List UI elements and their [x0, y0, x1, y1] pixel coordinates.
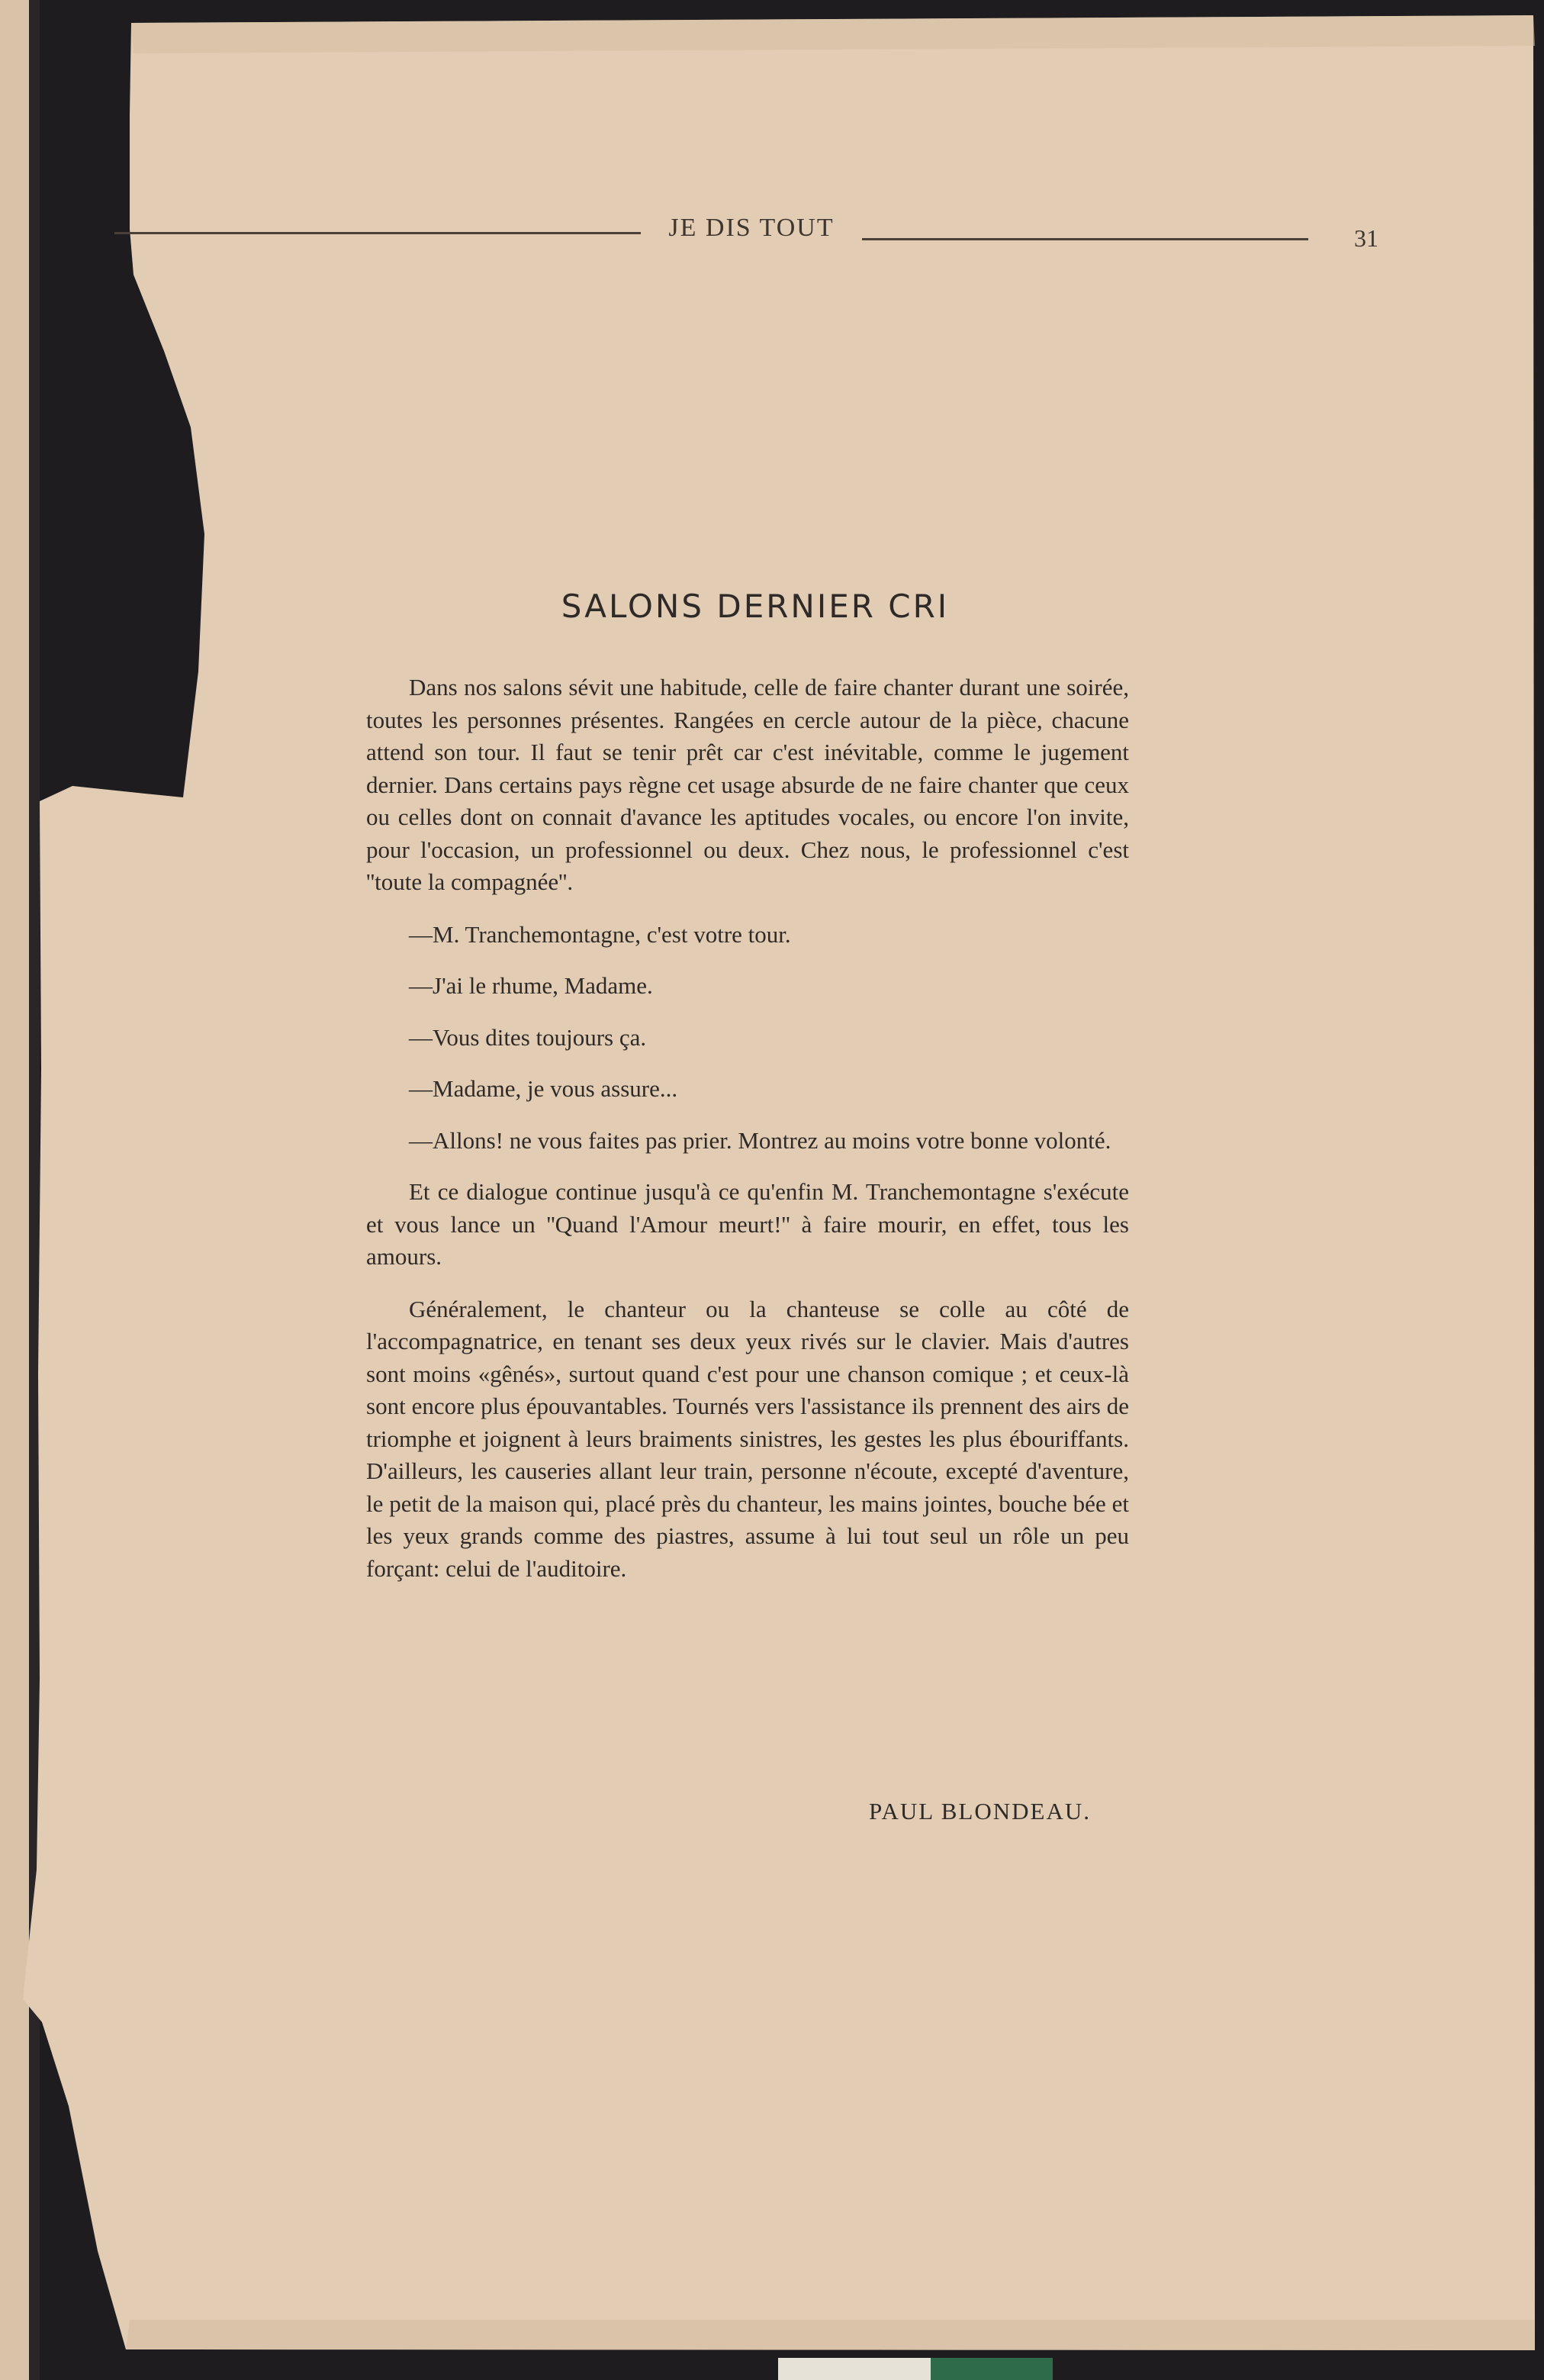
dialogue-line: —Vous dites toujours ça. [409, 1023, 647, 1051]
article-title: SALONS DERNIER CRI [561, 588, 950, 625]
article-body [366, 671, 1129, 1605]
paragraph-generalement: Généralement, le chanteur ou la chanteuse se colle au côté de l'accompagnatrice, en tenant ses deux yeux rivés sur le clavier. Mais d'autres sont moins «gênés», surtout quand c'est pour une chanson comique ; et ceux-là sont encore plus épouvantables. Tournés vers l'assistance ils prennent des airs de triomphe et joignent à leurs braiments sinistres, les gestes les plus ébouriffants. D'ailleurs, les causeries allant leur train, personne n'écoute, excepté d'aventure, le petit de la maison qui, placé près du chanteur, les mains jointes, bouche bée et les yeux grands comme des piastres, assume à lui tout seul un rôle un peu forçant: celui de l'auditoire. [366, 1295, 1129, 1582]
header-rule-left [114, 232, 641, 234]
dialogue-line: —Madame, je vous assure... [409, 1075, 678, 1102]
dialogue-line: —Allons! ne vous faites pas prier. Montrez au moins votre bonne volonté. [409, 1126, 1111, 1154]
running-header-title: JE DIS TOUT [668, 214, 835, 242]
neighbour-page-edge [0, 0, 29, 2380]
author-signature: PAUL BLONDEAU. [869, 1798, 1091, 1824]
running-header [114, 214, 1381, 259]
paragraph-intro: Dans nos salons sévit une habitude, celle de faire chanter durant une soirée, toutes les personnes présentes. Rangées en cercle autour de la pièce, chacune attend son tour. Il faut se tenir prêt car c'est inévitable, comme le jugement dernier. Dans certains pays règne cet usage absurde de ne faire chanter que ceux ou celles dont on connait d'avance les aptitudes vocales, ou encore l'on invite, pour l'occasion, un professionnel ou deux. Chez nous, le professionnel c'est ''toute la compagnée''. [366, 674, 1129, 895]
dialogue-line: —M. Tranchemontagne, c'est votre tour. [409, 920, 791, 948]
dialogue-line: —J'ai le rhume, Madame. [409, 972, 653, 999]
header-rule-right [862, 238, 1308, 240]
page-number: 31 [1354, 224, 1378, 252]
paragraph-dialogue-continues: Et ce dialogue continue jusqu'à ce qu'enfin M. Tranchemontagne s'exécute et vous lance un ''Quand l'Amour meurt!'' à faire mourir, en effet, tous les amours. [366, 1178, 1129, 1270]
